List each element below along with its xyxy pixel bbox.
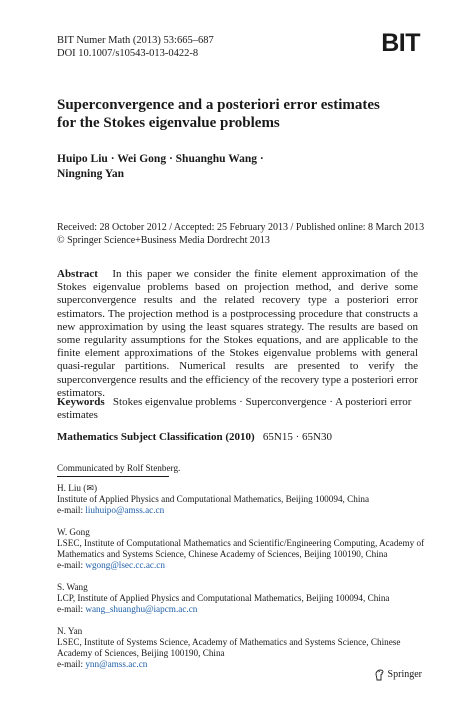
affiliation-name: W. Gong [57,527,90,537]
abstract-spacer [103,268,113,280]
keywords [57,396,418,422]
keywords-text: Stokes eigenvalue problems · Superconvergence · A posteriori error estimates [57,396,412,422]
affiliations [57,483,427,681]
email-link[interactable]: ynn@amss.ac.cn [85,659,148,669]
email-label: e-mail: [57,560,84,570]
authors-line-2: Ningning Yan [57,167,125,180]
affiliation-email-line [57,604,427,615]
affiliation-address: LSEC, Institute of Systems Science, Academy of Mathematics and Systems Science, Chinese [57,637,401,647]
affiliation-wang [57,582,427,615]
affiliation-address: Academy of Sciences, Beijing 100190, China [57,648,225,658]
journal-citation [57,35,214,60]
article-title [57,96,417,132]
msc-label: Mathematics Subject Classification (2010) [57,431,255,443]
affiliation-address: LCP, Institute of Applied Physics and Computational Mathematics, Beijing 100094, China [57,593,390,603]
email-label: e-mail: [57,659,84,669]
title-line-2: for the Stokes eigenvalue problems [57,115,280,131]
affiliation-address: Institute of Applied Physics and Computational Mathematics, Beijing 100094, China [57,494,370,504]
journal-volume-line: BIT Numer Math (2013) 53:665–687 [57,35,214,46]
email-link[interactable]: wgong@lsec.cc.ac.cn [85,560,165,570]
affiliation-email-line [57,659,427,670]
affiliation-name: H. Liu (✉) [57,483,98,493]
affiliation-yan [57,626,427,670]
abstract-label: Abstract [57,268,98,280]
msc-classification [57,431,418,444]
journal-logo: BIT [381,29,420,57]
dates-line: Received: 28 October 2012 / Accepted: 25 February 2013 / Published online: 8 March 2013 [57,222,425,233]
affiliation-email-line [57,505,427,516]
affiliation-address: Mathematics and Systems Science, Chinese Academy of Sciences, Beijing 100190, China [57,549,388,559]
communicated-by: Communicated by Rolf Stenberg. [57,463,181,473]
affiliation-email-line [57,560,427,571]
authors-line-1: Huipo Liu · Wei Gong · Shuanghu Wang · [57,153,264,165]
affiliation-liu [57,483,427,516]
footnote-rule [57,476,169,477]
affiliation-name: S. Wang [57,582,88,592]
abstract [57,268,418,400]
affiliation-address: LSEC, Institute of Computational Mathematics and Scientific/Engineering Computing, Academy of [57,538,425,548]
publication-history [57,222,427,247]
email-label: e-mail: [57,505,84,515]
springer-horse-icon [374,669,385,681]
publisher-mark [374,669,422,681]
keywords-label: Keywords [57,396,105,408]
affiliation-name: N. Yan [57,626,83,636]
title-line-1: Superconvergence and a posteriori error estimates [57,97,380,113]
doi-line: DOI 10.1007/s10543-013-0422-8 [57,47,199,59]
publisher-name: Springer [387,669,422,680]
abstract-text: In this paper we consider the finite element approximation of the Stokes eigenvalue problems based on projection method, and derive some superconvergence results and the related recovery type a posteriori error estimators. The projection method is a postprocessing procedure that constructs a new approximation by using the least squares strategy. The results are based on some regularity assumptions for the Stokes equations, and are applicable to the finite element approximations of the Stokes eigenvalue problems with general quasi-regular partitions. Numerical results are presented to verify the superconvergence results and the efficiency of the recovery type a posteriori error estimators. [57,268,419,399]
email-label: e-mail: [57,604,84,614]
email-link[interactable]: wang_shuanghu@iapcm.ac.cn [85,604,198,614]
msc-codes: 65N15 · 65N30 [262,431,332,443]
copyright-line: © Springer Science+Business Media Dordrecht 2013 [57,234,270,246]
affiliation-gong [57,527,427,571]
email-link[interactable]: liuhuipo@amss.ac.cn [85,505,165,515]
author-list [57,152,417,181]
